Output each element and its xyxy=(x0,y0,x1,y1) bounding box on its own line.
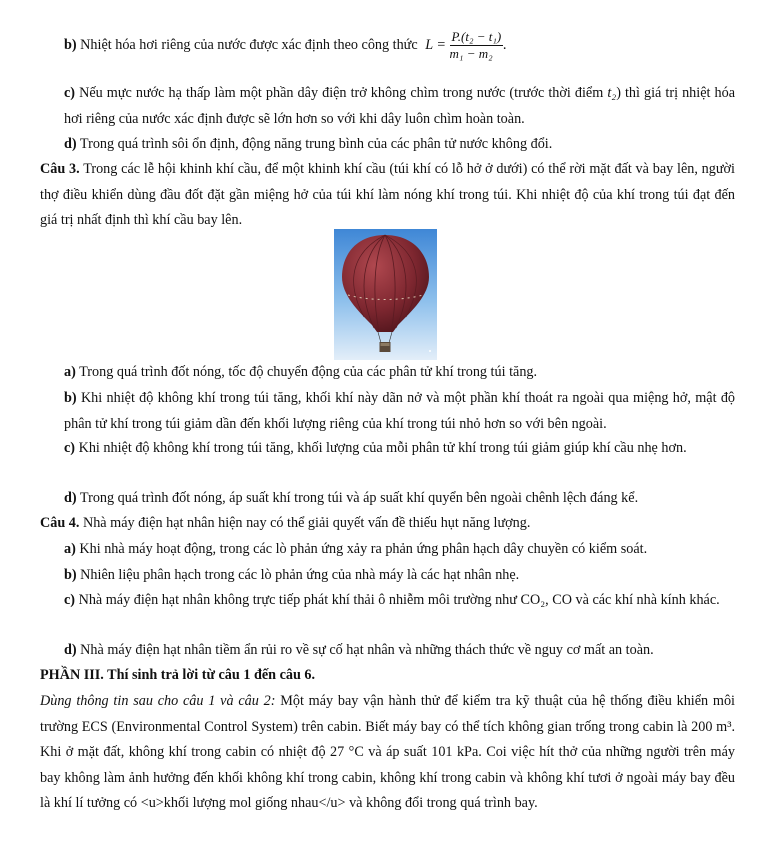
q4-stem xyxy=(40,511,735,537)
option-text: Khi nhiệt độ không khí trong túi tăng, khối lượng của mỗi phân tử khí trong túi giảm giúp khí cầu nhẹ hơn. xyxy=(78,440,687,456)
option-label: c) xyxy=(64,85,76,101)
option-label: b) xyxy=(64,390,77,406)
option-text: Nhiên liệu phân hạch trong các lò phản ứng của nhà máy là các hạt nhân nhẹ. xyxy=(80,567,520,583)
question-label: Câu 3. xyxy=(40,161,80,177)
time-variable: t₂ xyxy=(607,85,617,101)
part3-heading: PHẦN III. Thí sinh trả lời từ câu 1 đến câu 6. xyxy=(40,667,316,683)
option-text-part1: Nếu mực nước hạ thấp làm một phần dây điện trở không chìm trong nước (trước thời điểm xyxy=(79,85,604,101)
option-text: Khi nhà máy hoạt động, trong các lò phản ứng xảy ra phản ứng phân hạch dây chuyền có kiểm soát. xyxy=(79,541,648,557)
q3-option-d xyxy=(64,486,735,512)
q2-option-c xyxy=(64,81,735,132)
option-label: d) xyxy=(64,136,77,152)
option-text: Nhà máy điện hạt nhân không trực tiếp phát khí thải ô nhiễm môi trường như CO₂, CO và các khí nhà kính khác. xyxy=(78,592,720,608)
formula-numerator: P.(t₂ − t₁) xyxy=(450,30,504,46)
option-label: c) xyxy=(64,440,76,456)
intro-italic: Dùng thông tin sau cho câu 1 và câu 2: xyxy=(40,693,276,709)
part3-intro xyxy=(40,689,735,817)
option-text: Khi nhiệt độ không khí trong túi tăng, khối khí này dãn nở và một phần khí thoát ra ngoài qua miệng hở, mật độ phân tử khí trong túi giảm dần đến khối lượng riêng của khí trong túi nhỏ hơn so với bên ngoài. xyxy=(64,390,736,432)
option-label: d) xyxy=(64,642,77,658)
option-text: Trong quá trình sôi ổn định, động năng trung bình của các phân tử nước không đổi. xyxy=(79,136,553,152)
q2-option-d xyxy=(64,132,735,158)
option-text-part2: ) thì giá trị nhiệt hóa hơi riêng của nước xác định được sẽ lớn hơn so với khi dây luôn chìm hoàn toàn. xyxy=(64,85,735,127)
q3-option-b xyxy=(64,386,735,437)
q4-option-c xyxy=(64,588,735,614)
formula-lhs: L = xyxy=(425,37,446,54)
latent-heat-formula xyxy=(425,30,507,62)
question-label: Câu 4. xyxy=(40,515,80,531)
option-text: Trong quá trình đốt nóng, áp suất khí trong túi và áp suất khí quyển bên ngoài chênh lệch đáng kể. xyxy=(79,490,639,506)
q4-option-d xyxy=(64,638,735,664)
option-text: Nhà máy điện hạt nhân tiềm ẩn rủi ro về sự cố hạt nhân và những thách thức về nguy cơ mất an toàn. xyxy=(80,642,654,658)
formula-fraction xyxy=(450,30,504,62)
option-label: b) xyxy=(64,567,77,583)
q3-stem xyxy=(40,157,735,234)
q3-option-c xyxy=(64,436,735,462)
q4-option-a xyxy=(64,537,735,563)
option-label: b) xyxy=(64,37,77,54)
question-text: Nhà máy điện hạt nhân hiện nay có thể giải quyết vấn đề thiếu hụt năng lượng. xyxy=(82,515,531,531)
formula-end: . xyxy=(503,37,507,54)
option-text: Trong quá trình đốt nóng, tốc độ chuyển động của các phân tử khí trong túi tăng. xyxy=(79,364,538,380)
option-label: a) xyxy=(64,541,76,557)
option-text: Nhiệt hóa hơi riêng của nước được xác định theo công thức xyxy=(80,37,418,54)
option-label: d) xyxy=(64,490,77,506)
formula-denominator: m₁ − m₂ xyxy=(449,46,493,62)
option-label: a) xyxy=(64,364,76,380)
option-label: c) xyxy=(64,592,76,608)
q4-option-b xyxy=(64,563,735,589)
hot-air-balloon-icon xyxy=(334,229,437,360)
intro-text: Một máy bay vận hành thử để kiểm tra kỹ thuật của hệ thống điều khiển môi trường ECS (Environmental Control System) trên cabin. Biết máy bay có thể tích không gian trống trong cabin là 200 m³. Khi ở mặt đất, không khí trong cabin có nhiệt độ 27 °C và áp suất 101 kPa. Coi việc hít thở của những người trên máy bay không làm ảnh hưởng đến khối không khí trong cabin, không khí trong cabin và không khí tươi ở ngoài máy bay đều là khí lí tưởng có <u>khối lượng mol giống nhau</u> và không đổi trong quá trình bay. xyxy=(40,693,735,812)
q3-option-a xyxy=(64,360,735,386)
q2-option-b xyxy=(64,30,735,62)
question-text: Trong các lễ hội khinh khí cầu, để một khinh khí cầu (túi khí có lỗ hở ở dưới) có thể rời mặt đất và bay lên, người thợ điều khiển dùng đầu đốt đặt gần miệng hở của túi khí làm nóng khí trong túi. Khi nhiệt độ của khí trong túi đạt đến giá trị nhất định thì khí cầu bay lên. xyxy=(40,161,735,229)
